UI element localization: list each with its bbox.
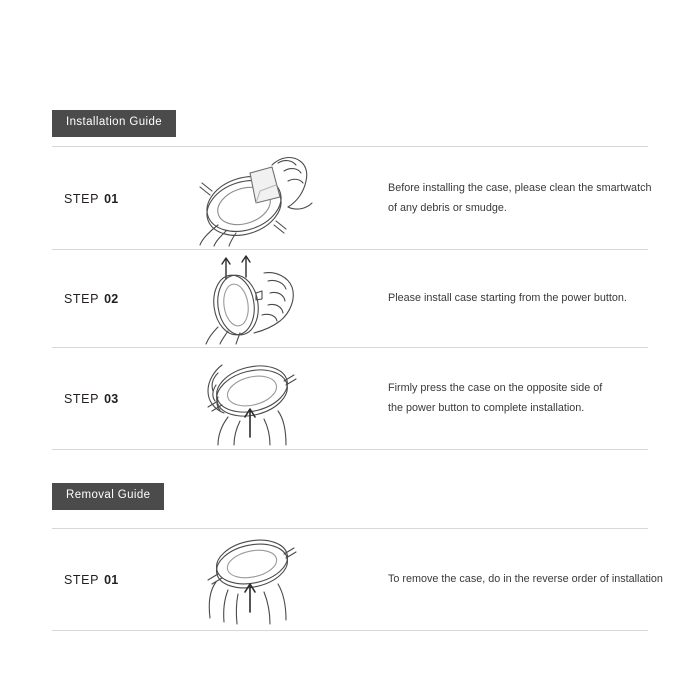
step-label bbox=[52, 573, 168, 587]
step-row bbox=[52, 251, 648, 347]
step-label bbox=[52, 192, 168, 206]
step-label-text: STEP bbox=[64, 573, 100, 587]
step-description-line: Please install case starting from the power button. bbox=[388, 292, 627, 305]
section-title-installation: Installation Guide bbox=[52, 110, 176, 137]
section-title-removal: Removal Guide bbox=[52, 483, 164, 510]
divider bbox=[52, 528, 648, 529]
step-illustration-remove-case bbox=[168, 532, 340, 628]
step-illustration-clean-watch bbox=[168, 151, 340, 247]
step-description bbox=[340, 289, 648, 309]
step-number: 01 bbox=[104, 191, 119, 206]
step-description-line: the power button to complete installation. bbox=[388, 402, 585, 414]
step-description-line: To remove the case, do in the reverse order of installation bbox=[388, 573, 663, 586]
step-illustration-install-power-button bbox=[168, 253, 340, 345]
divider bbox=[52, 449, 648, 450]
step-number: 02 bbox=[104, 292, 119, 306]
divider bbox=[52, 347, 648, 348]
step-row bbox=[52, 148, 652, 249]
step-description bbox=[340, 179, 651, 219]
sheet-content bbox=[52, 0, 663, 699]
section-header-removal bbox=[52, 483, 164, 510]
step-description bbox=[340, 570, 663, 590]
step-number: 03 bbox=[104, 392, 119, 406]
step-label-text: STEP bbox=[64, 392, 100, 406]
step-label bbox=[52, 292, 168, 306]
step-description-line: Before installing the case, please clean the smartwatch bbox=[388, 181, 652, 194]
divider bbox=[52, 146, 648, 147]
step-row bbox=[52, 530, 663, 630]
divider bbox=[52, 249, 648, 250]
step-number: 01 bbox=[104, 573, 119, 587]
step-description-line: Firmly press the case on the opposite side of bbox=[388, 382, 603, 395]
divider bbox=[52, 630, 648, 631]
step-label-text: STEP bbox=[64, 292, 100, 306]
step-label bbox=[52, 392, 168, 406]
section-header-installation bbox=[52, 110, 176, 137]
step-description bbox=[340, 379, 648, 419]
step-row bbox=[52, 349, 648, 449]
step-illustration-press-opposite-side bbox=[168, 351, 340, 447]
step-label-text: STEP bbox=[64, 191, 100, 206]
step-description-line: of any debris or smudge. bbox=[388, 201, 507, 214]
